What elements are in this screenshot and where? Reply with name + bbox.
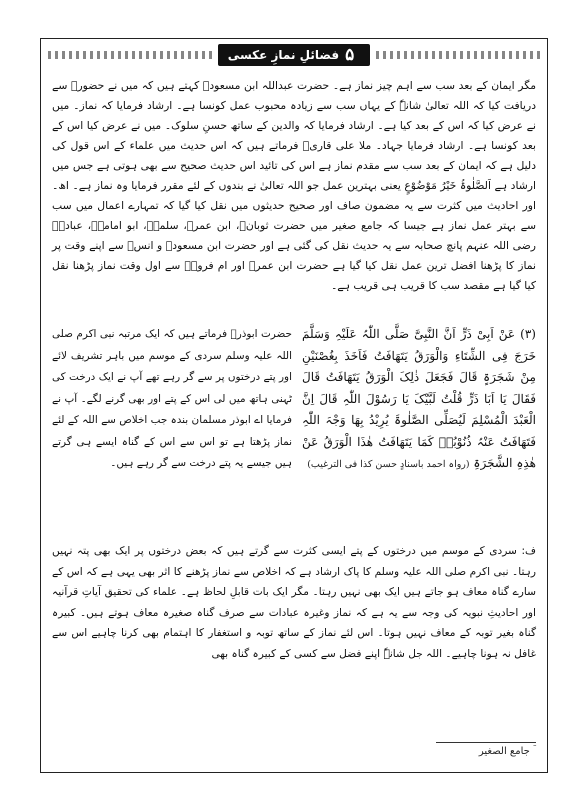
hadith-arabic-column	[296, 324, 536, 538]
book-title-badge	[218, 44, 370, 66]
footnote: ؔ جامع الصغیر	[478, 746, 533, 757]
intro-paragraph: مگر ایمان کے بعد سب سے اہم چیز نماز ہے۔ حضرت عبداللہ ابن مسعودؓ کہتے ہیں کہ میں نے حضورؐ سے دریافت کیا کہ اللہ تعالیٰ شانہٗ کے یہاں سب سے زیادہ محبوب عمل کونسا ہے۔ ارشاد فرمایا کہ نماز۔ میں نے عرض کیا کہ اس کے بعد کیا ہے۔ ارشاد فرمایا کہ والدین کے ساتھ حسنِ سلوک۔ میں نے عرض کیا اس کے بعد کونسا ہے۔ ارشاد فرمایا جہاد۔ ملا علی قاریؒ فرماتے ہیں کہ اس حدیث میں علماء کے اس قول کی دلیل ہے کہ ایمان کے بعد سب سے مقدم نماز ہے اس کی تائید اس حدیث صحیح سے بھی ہوتی ہے جس میں ارشاد ہے اَلصَّلٰوۃُ خَیْرُ مَوْضُوْعٍ یعنی بہترین عمل جو اللہ تعالیٰ نے بندوں کے لئے مقرر فرمایا وہ نماز ہے۔ اھ۔ اور احادیث میں کثرت سے یہ مضمون صاف اور صحیح حدیثوں میں نقل کیا گیا کہ تمہارے اعمال میں سب سے بہتر عمل نماز ہے جیسا کہ جامع صغیر میں حضرت ثوبانؓ، ابن عمرؓ، سلمہؓ، ابو امامہؓ، عبادہؓ رضی اللہ عنہم پانچ صحابہ سے یہ حدیث نقل کی گئی ہے اور حضرت ابن مسعودؓ و انسؓ سے اپنے وقت پر نماز کا پڑھنا افضل ترین عمل نقل کیا گیا ہے حضرت ابن عمرؓ اور ام فروہؓ سے اول وقت نماز پڑھنا نقل کیا گیا ہے مقصد سب کا قریب ہی قریب ہے۔	[52, 79, 536, 292]
intro-section	[52, 76, 536, 296]
page-number: ۵	[345, 45, 355, 65]
commentary-section	[52, 541, 536, 664]
page-header	[42, 44, 546, 66]
hadith-arabic-text: عَنْ اَبِیْ ذَرٍّ اَنَّ النَّبِیَّ صَلَّی اللّٰہُ عَلَیْہِ وَسَلَّمَ خَرَجَ فِی الشِّتَاءِ وَالْوَرَقُ یَتَھَافَتُ فَاَخَذَ بِغُصْنَیْنِ مِنْ شَجَرَۃٍ قَالَ فَجَعَلَ ذٰلِکَ الْوَرَقُ یَتَھَافَتُ قَالَ فَقَالَ یَا اَبَا ذَرٍّ قُلْتُ لَبَّیْکَ یَا رَسُوْلَ اللّٰہِ قَالَ اِنَّ الْعَبْدَ الْمُسْلِمَ لَیُصَلِّی الصَّلٰوۃَ یُرِیْدُ بِھَا وَجْہَ اللّٰہِ فَتَھَافَتُ عَنْہُ ذُنُوْبُہٗ کَمَا یَتَھَافَتُ ھٰذَا الْوَرَقُ عَنْ ھٰذِہِ الشَّجَرَۃِ	[301, 327, 536, 470]
hadith-urdu-column	[52, 324, 296, 538]
hadith-number: (۳)	[520, 327, 536, 341]
hadith-reference: (رواہ احمد باسنادٍ حسن کذا فی الترغیب)	[307, 459, 470, 470]
header-ornament-right	[376, 51, 540, 59]
book-title: فضائلِ نمازِ عکسی	[227, 48, 340, 62]
footnote-divider	[436, 742, 536, 743]
header-ornament-left	[48, 51, 212, 59]
hadith-urdu-translation: حضرت ابوذرؓ فرماتے ہیں کہ ایک مرتبہ نبی اکرم صلی اللہ علیہ وسلم سردی کے موسم میں باہر تشریف لائے اور پتے درختوں پر سے گر رہے تھے آپ نے ایک درخت کی ٹہنی ہاتھ میں لی اس کے پتے اور بھی گرنے لگے۔ آپ نے فرمایا اے ابوذر مسلمان بندہ جب اخلاص سے اللہ کے لئے نماز پڑھتا ہے تو اس سے اس کے گناہ ایسے ہی گرتے ہیں جیسے یہ پتے درخت سے گر رہے ہیں۔	[52, 328, 292, 469]
commentary-paragraph: ف: سردی کے موسم میں درختوں کے پتے ایسی کثرت سے گرتے ہیں کہ بعض درختوں پر ایک بھی پتہ نہیں رہتا۔ نبی اکرم صلی اللہ علیہ وسلم کا پاک ارشاد ہے کہ اخلاص سے نماز پڑھنے کا اثر بھی یہی ہے کہ اس کے سارے گناہ معاف ہو جاتے ہیں ایک بھی نہیں رہتا۔ مگر ایک بات قابلِ لحاظ ہے۔ علماء کی تحقیق آیاتِ قرآنیہ اور احادیثِ نبویہ کی وجہ سے یہ ہے کہ نماز وغیرہ عبادات سے صرف گناہ صغیرہ معاف ہوتے ہیں۔ کبیرہ گناہ بغیر توبہ کے معاف نہیں ہوتا۔ اس لئے نماز کے ساتھ توبہ و استغفار کا اہتمام بھی کرنا چاہیے اس سے غافل نہ ہونا چاہیے۔ اللہ جل شانہٗ اپنے فضل سے کسی کے کبیرہ گناہ بھی	[52, 545, 536, 660]
hadith-section	[52, 324, 536, 538]
